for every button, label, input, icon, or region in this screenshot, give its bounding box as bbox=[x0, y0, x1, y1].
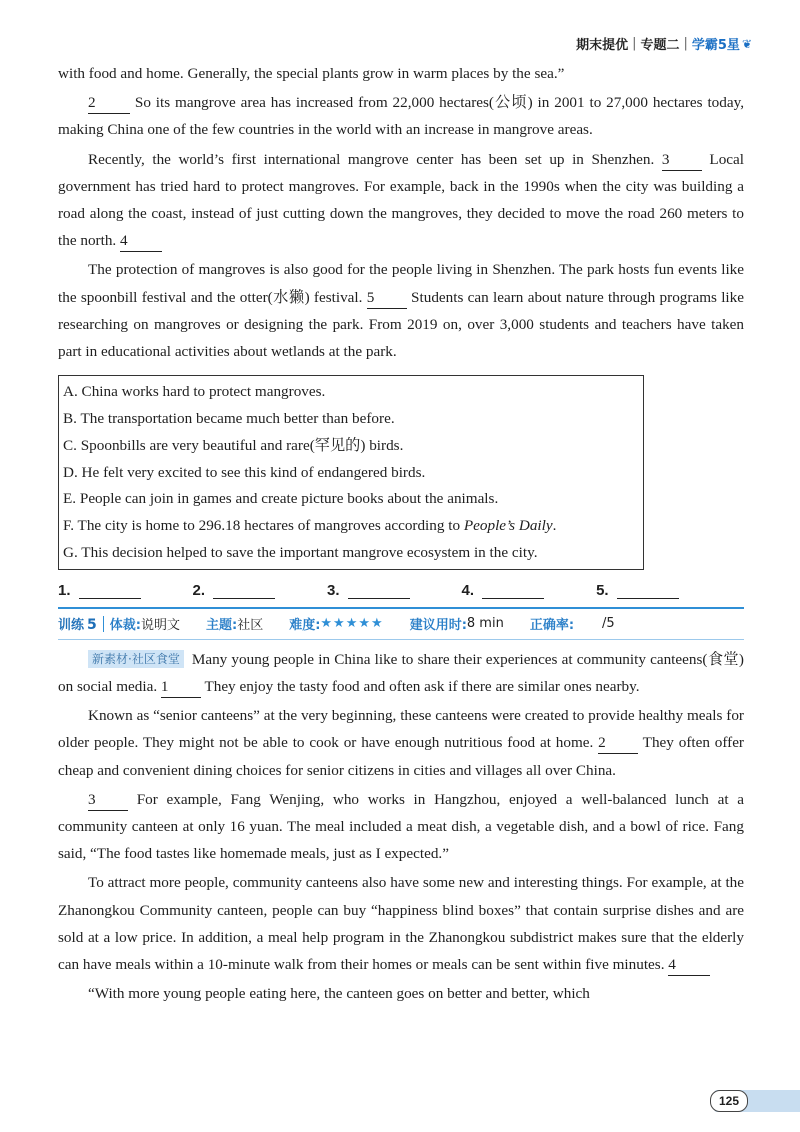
s2-paragraph-2: Known as “senior canteens” at the very beginning, these canteens were created to provide healthy meals for older people. They might not be able to cook or have enough nutritious food at home. 2 They often offer cheap and convenient dining choices for senior citizens in cities and villages all over China. bbox=[58, 707, 744, 779]
option-d: D. He felt very excited to see this kind of endangered birds. bbox=[63, 463, 426, 481]
accuracy-value: /5 bbox=[602, 616, 615, 632]
option-f: F. The city is home to 296.18 hectares of mangroves according to People’s Daily. bbox=[63, 517, 557, 535]
s1-paragraph-3: Recently, the world’s first international mangrove center has been set up in Shenzhen. 3 Local government has tried hard to protect mangroves. For example, back in the 1990s when the city was building a road along the coast, instead of just cutting down the mangroves, they decided to move the road 260 meters to the north. 4 bbox=[58, 146, 744, 255]
s2-paragraph-3: 3 For example, Fang Wenjing, who works in Hangzhou, enjoyed a well-balanced lunch at a community canteen at only 16 yuan. The meal included a meat dish, a vegetable dish, and a bowl of rice. Fang said, “The food tastes like homemade meals, just as I expected.” bbox=[58, 790, 744, 863]
page-content bbox=[58, 60, 744, 1007]
answer-blank[interactable]: 3 bbox=[88, 790, 128, 811]
time-label: 建议用时: bbox=[409, 618, 467, 634]
page-number: 125 bbox=[710, 1090, 748, 1112]
genre-value: 说明文 bbox=[140, 618, 180, 634]
difficulty-label: 难度: bbox=[289, 618, 321, 634]
answer-blank[interactable]: 5 bbox=[367, 288, 407, 309]
answer-blank[interactable]: 4 bbox=[120, 231, 162, 252]
time-value: 8 min bbox=[466, 616, 504, 632]
s2-paragraph-1: 新素材·社区食堂 Many young people in China like to share their experiences at community canteens(食堂) on social media. 1 They enjoy the tasty food and often ask if there are similar ones nearby. bbox=[58, 646, 744, 700]
s1-paragraph-1: with food and home. Generally, the special plants grow in warm places by the sea.” bbox=[58, 65, 565, 82]
header-separator: | bbox=[683, 36, 688, 51]
answer-slot[interactable]: 5. bbox=[596, 582, 679, 599]
answer-blank[interactable]: 2 bbox=[88, 93, 130, 114]
difficulty-stars-icon: ★★★★★ bbox=[320, 616, 384, 632]
option-e: E. People can join in games and create picture books about the animals. bbox=[63, 490, 499, 508]
header-part1: 期末提优 bbox=[576, 38, 629, 53]
answer-row bbox=[58, 582, 744, 599]
header-part2: 专题二 bbox=[640, 38, 680, 53]
leaf-icon: ❦ bbox=[741, 36, 752, 51]
header-brand: 学霸5星 bbox=[691, 38, 740, 53]
answer-blank[interactable]: 1 bbox=[161, 677, 201, 698]
s1-paragraph-4: The protection of mangroves is also good for the people living in Shenzhen. The park hosts fun events like the spoonbill festival and the otter(水獭) festival. 5 Students can learn about nature through programs like researching on mangroves or designing the park. From 2019 on, over 3,000 students and teachers have taken part in educational activities about wetlands at the park. bbox=[58, 261, 744, 361]
divider bbox=[103, 616, 104, 632]
answer-slot[interactable]: 3. bbox=[327, 582, 410, 599]
answer-slot[interactable]: 4. bbox=[462, 582, 545, 599]
topic-label: 主题: bbox=[205, 618, 238, 634]
accuracy-label: 正确率: bbox=[529, 618, 575, 634]
option-a: A. China works hard to protect mangroves. bbox=[63, 383, 326, 401]
option-g: G. This decision helped to save the important mangrove ecosystem in the city. bbox=[63, 544, 538, 562]
option-c: C. Spoonbills are very beautiful and rare(罕见的) birds. bbox=[63, 436, 404, 454]
s2-paragraph-5: “With more young people eating here, the canteen goes on better and better, which bbox=[88, 985, 590, 1003]
answer-slot[interactable]: 2. bbox=[193, 582, 276, 599]
page-header bbox=[576, 34, 752, 53]
s1-paragraph-2: 2 So its mangrove area has increased from 22,000 hectares(公顷) in 2001 to 27,000 hectares today, making China one of the few countries in the world with an increase in mangrove areas. bbox=[58, 94, 744, 139]
answer-slot[interactable]: 1. bbox=[58, 582, 141, 599]
genre-label: 体裁: bbox=[109, 618, 141, 634]
options-box bbox=[58, 375, 644, 570]
answer-blank[interactable]: 3 bbox=[662, 150, 702, 171]
answer-blank[interactable]: 4 bbox=[668, 955, 710, 976]
answer-blank[interactable]: 2 bbox=[598, 733, 638, 754]
header-separator: | bbox=[632, 36, 637, 51]
s2-paragraph-4: To attract more people, community canteens also have some new and interesting things. For example, at the Zhanongkou Community canteen, people can buy “happiness blind boxes” that contain surprise dishes and are sold at a low price. In addition, a meal help program in the Zhanongkou subdistrict makes sure that the elderly can have meals within a 10-minute walk from their homes or meals can be sent within five minutes. 4 bbox=[58, 869, 744, 978]
option-b: B. The transportation became much better than before. bbox=[63, 410, 395, 428]
material-badge: 新素材·社区食堂 bbox=[88, 650, 184, 668]
topic-value: 社区 bbox=[237, 618, 264, 634]
training-tag: 训练 5 bbox=[58, 617, 97, 634]
training-info-bar bbox=[58, 607, 744, 640]
